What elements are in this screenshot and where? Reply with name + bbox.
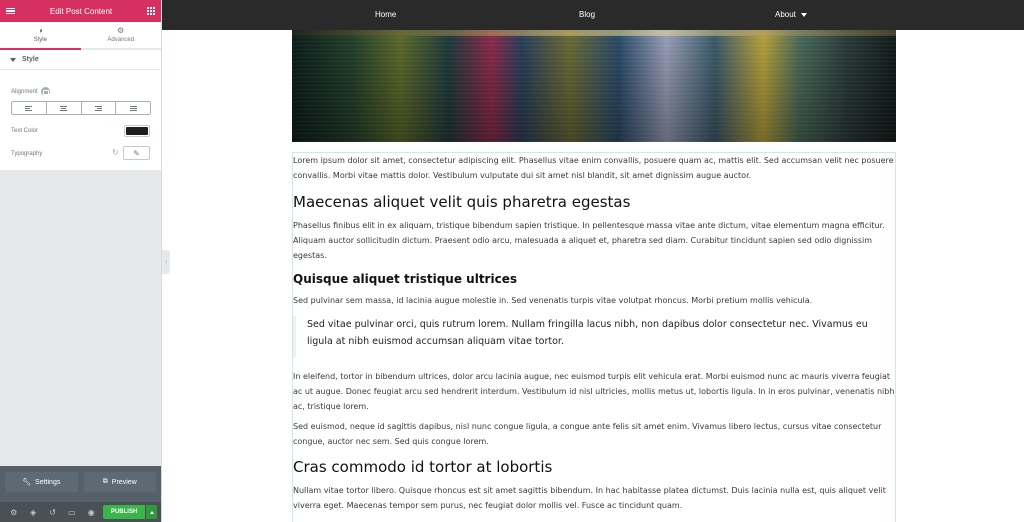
editor-panel (0, 0, 162, 522)
post-content[interactable] (292, 152, 896, 522)
hero-image (292, 30, 896, 142)
text-color-swatch (126, 127, 148, 135)
responsive-desktop-icon[interactable] (41, 87, 50, 96)
chevron-left-icon: ‹ (164, 258, 168, 266)
align-left-button[interactable] (12, 102, 47, 114)
nav-blog[interactable]: Blog (579, 10, 596, 19)
nav-about[interactable] (775, 10, 807, 19)
typography-edit-button[interactable] (123, 146, 150, 160)
text-color-label: Text Color (11, 128, 39, 134)
paragraph-3: Sed pulvinar sem massa, id lacinia augue molestie in. Sed venenatis turpis vitae volutpat rhoncus. Morbi pretium mollis vehicula. (293, 296, 813, 305)
settings-gear-icon[interactable]: ⚙ (10, 507, 18, 517)
caret-down-icon (10, 58, 16, 62)
alignment-label: Alignment (11, 88, 38, 95)
panel-footer (0, 502, 161, 522)
caret-up-icon (150, 511, 154, 514)
align-center-icon (60, 106, 67, 111)
alignment-button-group (11, 101, 151, 115)
publish-options-button[interactable] (146, 505, 157, 519)
publish-button[interactable]: PUBLISH (103, 505, 145, 519)
paragraph-1: Lorem ipsum dolor sit amet, consectetur adipiscing elit. Phasellus vitae enim convallis, posuere quam ac, mattis elit. Sed accumsan velit nec posuere convallis. Morbi vitae mattis dolor. Vestibulum vulputate dui sit amet nisl blandit, sit amet dignissim augue auctor. (293, 156, 894, 180)
chevron-down-icon (801, 13, 807, 17)
blockquote-text: Sed vitae pulvinar orci, quis rutrum lorem. Nullam fringilla lacus nibh, non dapibus dolor consectetur nec. Vivamus eu ligula at nibh euismod accumsan aliquam vitae tortor. (307, 319, 868, 347)
site-navbar (162, 0, 1024, 30)
preview-label: Preview (111, 478, 137, 486)
tab-style[interactable] (0, 22, 81, 50)
panel-tabs (0, 22, 161, 50)
paragraph-6: Nullam vitae tortor libero. Quisque rhoncus est sit amet sagittis bibendum. In hac habitasse platea dictumst. Duis lacinia nulla est, quis aliquet velit viverra eget. Maecenas tempor sem purus, nec feugiat dolor mollis vel. Fusce ac tincidunt quam. (293, 486, 886, 510)
tab-advanced[interactable] (81, 22, 162, 50)
preview-button[interactable] (84, 472, 157, 492)
paragraph-4: In eleifend, tortor in bibendum ultrices, dolor arcu lacinia augue, nec euismod turpis elit vehicula erat. Morbi euismod nunc ac mauris viverra feugiat ac ut augue. Donec feugiat arcu sed hendrerit interdum. Vestibulum id nisl ultricies, mollis metus ut, lobortis ligula. In in eros pulvinar, venenatis nibh ac, tristique lorem. (293, 372, 895, 411)
align-justify-button[interactable] (116, 102, 150, 114)
align-left-icon (25, 106, 32, 111)
align-right-icon (95, 106, 102, 111)
heading-cras: Cras commodo id tortor at lobortis (293, 458, 553, 476)
eye-icon[interactable]: ◉ (87, 507, 95, 517)
align-center-button[interactable] (47, 102, 82, 114)
text-color-picker[interactable] (124, 125, 150, 137)
paragraph-5: Sed euismod, neque id sagittis dapibus, nisl nunc congue ligula, a congue ante felis sit amet enim. Vivamus libero lectus, cursus vitae consectetur congue, auctor nec sem. Sed quis congue lorem. (293, 422, 882, 446)
panel-header (0, 0, 161, 22)
wrench-icon: 🔧︎ (22, 479, 32, 486)
tab-advanced-label: Advanced (107, 37, 135, 43)
gear-icon: ⚙ (117, 26, 125, 35)
align-justify-icon (130, 106, 137, 111)
section-style-toggle[interactable] (0, 50, 161, 70)
blockquote (293, 316, 895, 358)
heading-quisque: Quisque aliquet tristique ultrices (293, 272, 517, 286)
nav-home[interactable]: Home (375, 10, 397, 19)
pencil-icon: ✎ (133, 148, 140, 158)
alignment-control-label (11, 87, 50, 96)
settings-button[interactable] (5, 472, 78, 492)
hamburger-menu-icon[interactable] (6, 8, 15, 15)
heading-maecenas: Maecenas aliquet velit quis pharetra egestas (293, 193, 631, 211)
panel-footer-top (0, 466, 161, 502)
nav-about-label: About (775, 10, 796, 19)
widgets-grid-icon[interactable] (147, 7, 155, 15)
tab-style-label: Style (33, 37, 47, 43)
external-link-icon: ⧉ (102, 478, 108, 485)
settings-label: Settings (35, 478, 61, 486)
layers-icon[interactable]: ◈ (30, 507, 37, 517)
history-icon[interactable]: ↺ (49, 507, 56, 517)
typography-label: Typography (11, 151, 43, 157)
collapse-panel-handle[interactable] (162, 250, 170, 274)
reset-icon[interactable]: ↻ (112, 148, 119, 157)
align-right-button[interactable] (82, 102, 117, 114)
panel-title: Edit Post Content (49, 6, 113, 16)
paragraph-2: Phasellus finibus elit in ex aliquam, tristique bibendum sapien tristique. In pellentesque massa vitae ante dictum, vitae elementum magna efficitur. Aliquam auctor sollicitudin dictum. Praesent odio arcu, malesuada a aliquet et, pharetra sed diam. Curabitur tincidunt sapien sed odio dignissim egestas. (293, 221, 885, 260)
responsive-mode-icon[interactable]: ▭ (68, 507, 76, 517)
contrast-icon: ◑ (37, 26, 43, 35)
section-title: Style (22, 56, 39, 63)
